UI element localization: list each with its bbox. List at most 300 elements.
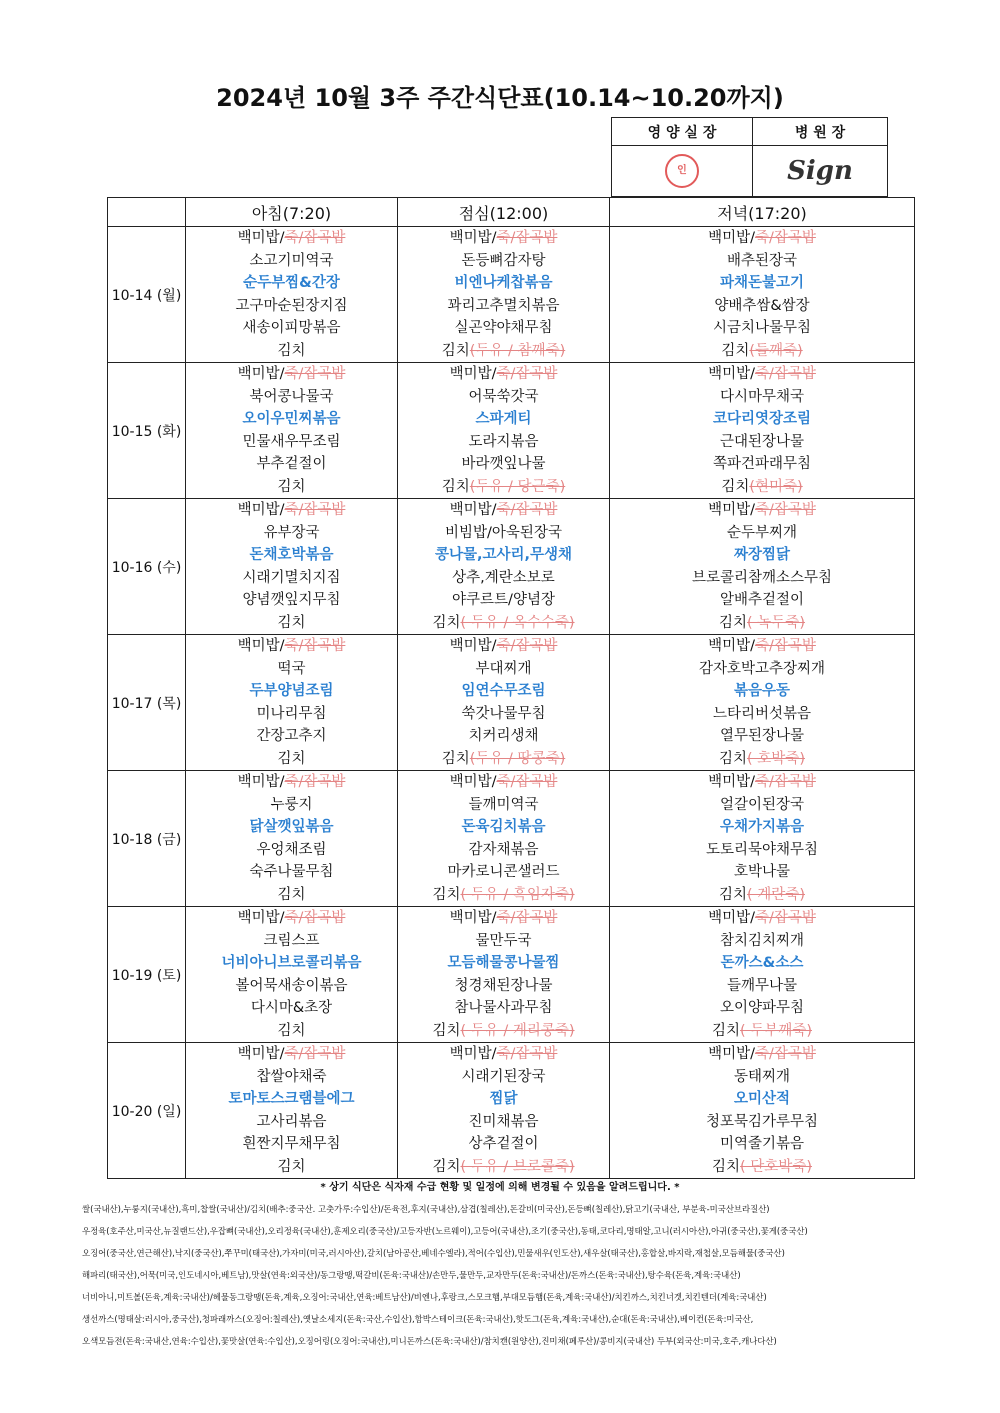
menu-item-text: 백미밥/: [449, 1046, 497, 1062]
menu-item-text: 청경채된장나물: [454, 977, 553, 994]
breakfast-cell: [186, 227, 398, 363]
dinner-cell: [610, 227, 915, 363]
menu-item-text: 꽈리고추멸치볶음: [447, 297, 560, 314]
menu-item: [610, 1088, 914, 1111]
struck-option-text: 죽/잡곡밥: [284, 774, 346, 790]
menu-item-text: 미나리무침: [256, 705, 327, 722]
struck-option-text: 죽/잡곡밥: [496, 910, 558, 926]
menu-item-text: 임연수무조림: [461, 683, 546, 699]
approval-label-dietitian: 영 양 실 장: [612, 118, 753, 146]
menu-item: [610, 567, 914, 590]
menu-item: [186, 907, 397, 930]
menu-item: [186, 453, 397, 476]
menu-item: [186, 1088, 397, 1111]
dinner-cell: [610, 907, 915, 1043]
menu-item: [610, 1111, 914, 1134]
menu-item-text: 돈까스&소스: [720, 955, 804, 971]
menu-item: [186, 839, 397, 862]
menu-item: [610, 1020, 914, 1043]
struck-option-text: 죽/잡곡밥: [754, 638, 816, 654]
header-lunch: 점심(12:00): [398, 198, 610, 227]
menu-item-text: 근대된장나물: [719, 433, 805, 450]
menu-item-text: 시래기된장국: [461, 1068, 546, 1085]
menu-item: [398, 907, 609, 930]
menu-item-text: 백미밥/: [237, 230, 285, 246]
struck-option-text: ( 녹두죽): [747, 614, 805, 631]
menu-item: [398, 635, 609, 658]
origin-line: 오징어(중국산,연근해산),낙지(중국산),쭈꾸미(태국산),가자미(미국,러시아산),갈치(남아공산,베네수엘라),적어(수입산),민물새우(인도산),새우살(태국산),홍합살,바지락,재첩살,모듬해물(중국산): [82, 1248, 785, 1258]
menu-item-text: 알배추겉절이: [719, 592, 805, 608]
menu-item: [186, 658, 397, 681]
menu-item: [610, 635, 914, 658]
dinner-cell: [610, 1043, 915, 1179]
menu-item-text: 비엔나케찹볶음: [454, 275, 553, 291]
menu-item: [610, 431, 914, 454]
breakfast-cell: [186, 771, 398, 907]
menu-item-text: 돈채호박볶음: [249, 547, 334, 563]
menu-item-text: 돈등뼈감자탕: [461, 252, 546, 269]
menu-item-text: 백미밥/: [708, 638, 755, 654]
lunch-cell: [398, 771, 610, 907]
struck-option-text: 죽/잡곡밥: [754, 1046, 816, 1062]
menu-item-text: 실곤약야채무침: [454, 320, 553, 336]
day-row: [108, 1043, 915, 1179]
struck-option-text: 죽/잡곡밥: [754, 230, 816, 246]
menu-item: [398, 1043, 609, 1066]
menu-item: [610, 612, 914, 635]
menu-item-text: 김치: [432, 1158, 461, 1175]
lunch-cell: [398, 907, 610, 1043]
menu-item: [610, 725, 914, 748]
menu-item: [398, 1133, 609, 1156]
menu-item-text: 돈육김치볶음: [461, 819, 546, 835]
menu-item: [186, 816, 397, 839]
struck-option-text: ( 두유 / 옥수수죽): [460, 614, 575, 631]
signature-icon: Sign: [787, 156, 853, 186]
menu-item: [398, 861, 609, 884]
menu-item-text: 물만두국: [475, 932, 532, 949]
seal-stamp-icon: 인: [665, 154, 699, 188]
menu-item-text: 도라지볶음: [468, 433, 539, 450]
menu-item: [398, 658, 609, 681]
menu-item: [186, 861, 397, 884]
menu-item-text: 양배추쌈&쌈장: [714, 297, 810, 314]
menu-item: [398, 1111, 609, 1134]
menu-item: [610, 952, 914, 975]
menu-item-text: 백미밥/: [708, 774, 755, 790]
dinner-cell: [610, 771, 915, 907]
menu-item-text: 오이우민찌볶음: [242, 411, 341, 427]
struck-option-text: ( 호박죽): [747, 750, 805, 767]
menu-item-text: 백미밥/: [237, 1046, 285, 1062]
menu-item: [398, 567, 609, 590]
menu-item: [610, 748, 914, 771]
menu-item-text: 모듬해물콩나물찜: [447, 955, 560, 971]
menu-item-text: 참나물사과무침: [454, 1000, 553, 1016]
breakfast-cell: [186, 1043, 398, 1179]
struck-option-text: 죽/잡곡밥: [496, 638, 558, 654]
menu-item: [186, 1156, 397, 1179]
menu-item: [398, 952, 609, 975]
menu-item-text: 마카로니콘샐러드: [447, 864, 560, 880]
menu-item-text: 호박나물: [733, 864, 791, 880]
menu-item: [186, 589, 397, 612]
menu-item-text: 간장고추지: [256, 728, 327, 744]
menu-table: [107, 197, 915, 1179]
menu-item: [186, 363, 397, 386]
menu-item: [610, 453, 914, 476]
menu-item-text: 백미밥/: [449, 502, 497, 518]
page-title: 2024년 10월 3주 주간식단표(10.14~10.20까지): [216, 84, 784, 112]
approval-stamp-cell: [612, 146, 753, 197]
menu-item-text: 찹쌀야채죽: [256, 1068, 327, 1085]
menu-item: [398, 612, 609, 635]
menu-item-text: 백미밥/: [449, 230, 497, 246]
menu-item-text: 김치: [432, 614, 461, 631]
menu-item-text: 들깨무나물: [726, 977, 798, 994]
menu-item: [186, 340, 397, 363]
menu-item-text: 상추,계란소보로: [452, 569, 555, 586]
menu-item-text: 백미밥/: [237, 638, 285, 654]
struck-option-text: 죽/잡곡밥: [284, 910, 346, 926]
menu-item-text: 부대찌개: [475, 660, 532, 677]
lunch-cell: [398, 635, 610, 771]
menu-item-text: 유부장국: [263, 524, 320, 541]
menu-item-text: 고사리볶음: [256, 1113, 327, 1130]
menu-item: [186, 250, 397, 273]
menu-item-text: 김치: [719, 886, 748, 903]
day-row: [108, 499, 915, 635]
origin-line: 오색모듬전(돈육:국내산,연육:수입산),꽃맛살(연육:수입산),오징어링(오징어:국내산),미니돈까스(돈육:국내산)/참치캔(원양산),진미채(페루산)/콩비지(국내산) 두부(외국산:미국,호주,캐나다산): [82, 1336, 777, 1346]
menu-item: [610, 295, 914, 318]
menu-item: [610, 884, 914, 907]
menu-item-text: 순두부찌개: [726, 524, 798, 541]
menu-item: [398, 522, 609, 545]
menu-item-text: 시래기멸치지짐: [242, 569, 341, 586]
origin-line: 해파리(태국산),어묵(미국,인도네시아,베트남),맛살(연육:외국산)/동그랑땡,떡갈비(돈육:국내산)/손만두,물만두,교자만두(돈육:국내산)/돈까스(돈육:국내산),탕수육(돈육,계육:국내산): [82, 1270, 741, 1280]
menu-item-text: 김치: [441, 478, 470, 495]
menu-item-text: 백미밥/: [708, 230, 755, 246]
menu-item-text: 다시마&초장: [250, 1000, 333, 1016]
day-row: [108, 635, 915, 771]
breakfast-cell: [186, 363, 398, 499]
menu-item-text: 백미밥/: [708, 366, 755, 382]
menu-item-text: 찜닭: [489, 1091, 518, 1107]
struck-option-text: 죽/잡곡밥: [754, 502, 816, 518]
menu-item-text: 백미밥/: [708, 502, 755, 518]
struck-option-text: ( 두유 / 게리콩죽): [460, 1022, 575, 1039]
menu-item-text: 닭살깻잎볶음: [249, 819, 334, 835]
menu-item-text: 어묵쑥갓국: [468, 388, 539, 405]
menu-item: [610, 703, 914, 726]
menu-item-text: 우채가지볶음: [719, 819, 805, 835]
menu-item: [186, 499, 397, 522]
menu-item: [398, 975, 609, 998]
menu-item-text: 김치: [721, 478, 750, 495]
struck-option-text: 죽/잡곡밥: [754, 366, 816, 382]
menu-item-text: 소고기미역국: [249, 252, 334, 269]
menu-item-text: 순두부찜&간장: [243, 275, 340, 291]
menu-item: [186, 272, 397, 295]
menu-item: [398, 794, 609, 817]
menu-item-text: 흰짠지무채무침: [242, 1136, 341, 1152]
day-date: 10-15 (화): [108, 363, 186, 499]
menu-item: [610, 589, 914, 612]
menu-item-text: 감자채볶음: [468, 841, 539, 858]
menu-item-text: 도토리묵야채무침: [705, 841, 819, 858]
menu-item: [186, 1111, 397, 1134]
menu-item-text: 김치: [432, 886, 461, 903]
menu-item: [186, 612, 397, 635]
menu-item-text: 백미밥/: [449, 366, 497, 382]
menu-item: [610, 499, 914, 522]
menu-item-text: 고구마순된장지짐: [235, 297, 348, 314]
menu-item-text: 우엉채조림: [256, 841, 327, 858]
struck-option-text: 죽/잡곡밥: [496, 774, 558, 790]
menu-item: [398, 703, 609, 726]
lunch-cell: [398, 499, 610, 635]
menu-item: [610, 1066, 914, 1089]
menu-item: [186, 748, 397, 771]
struck-option-text: 죽/잡곡밥: [284, 1046, 346, 1062]
menu-item-text: 새송이피망볶음: [242, 320, 341, 336]
menu-item-text: 백미밥/: [708, 910, 755, 926]
menu-item-text: 김치: [719, 750, 748, 767]
menu-item-text: 참치김치찌개: [719, 932, 805, 949]
menu-item: [398, 589, 609, 612]
menu-item-text: 바라깻잎나물: [461, 456, 546, 472]
approval-signature-cell: [753, 146, 888, 197]
menu-item-text: 비빔밥/아욱된장국: [445, 524, 562, 541]
menu-item: [186, 997, 397, 1020]
origin-line: 너비아니,미트볼(돈육,계육:국내산)/헤물동그랑땡(돈육,계육,오징어:국내산,연육:베트남산)/비엔나,후랑크,스모크햄,부대모듬햄(돈육,계육:국내산)/치킨까스,치킨너겟,치킨텐더(계육:국내산): [82, 1292, 767, 1302]
menu-item: [610, 1156, 914, 1179]
menu-item-text: 김치: [277, 886, 306, 903]
menu-item: [186, 1066, 397, 1089]
menu-item: [186, 952, 397, 975]
menu-item: [398, 431, 609, 454]
menu-item-text: 파채돈불고기: [719, 275, 805, 291]
origin-info: [82, 1198, 912, 1352]
menu-item-text: 청포묵김가루무침: [705, 1113, 819, 1130]
menu-item-text: 느타리버섯볶음: [712, 705, 812, 722]
menu-item: [186, 408, 397, 431]
menu-header-row: [108, 198, 915, 227]
menu-item-text: 두부양념조림: [249, 683, 334, 699]
menu-item: [398, 453, 609, 476]
struck-option-text: ( 두부깨죽): [740, 1022, 812, 1039]
menu-item: [186, 567, 397, 590]
menu-item: [398, 997, 609, 1020]
struck-option-text: 죽/잡곡밥: [496, 366, 558, 382]
menu-item: [610, 907, 914, 930]
menu-item-text: 백미밥/: [237, 502, 285, 518]
menu-item-text: 백미밥/: [708, 1046, 755, 1062]
menu-item-text: 얼갈이된장국: [719, 796, 805, 813]
menu-item-text: 오미산적: [733, 1091, 791, 1107]
menu-item: [610, 340, 914, 363]
menu-item-text: 코다리엿장조림: [712, 411, 812, 427]
menu-item: [186, 703, 397, 726]
menu-item-text: 상추겉절이: [468, 1136, 539, 1152]
menu-item: [398, 499, 609, 522]
menu-item: [398, 250, 609, 273]
breakfast-cell: [186, 499, 398, 635]
menu-item: [610, 839, 914, 862]
menu-item: [398, 771, 609, 794]
menu-item-text: 볶음우동: [733, 683, 791, 699]
menu-item-text: 민물새우무조림: [242, 433, 341, 450]
menu-item-text: 쑥갓나물무침: [461, 705, 546, 722]
menu-item: [610, 522, 914, 545]
menu-item: [610, 408, 914, 431]
origin-line: 생선까스(명태살:러시아,중국산),청파래까스(오징어:칠레산),옛날소세지(돈육:국산,수입산),함박스테이크(돈육:국내산),핫도그(돈육,계육:국내산),순대(돈육:국내산),베이컨(돈육:미국산,: [82, 1314, 754, 1324]
dinner-cell: [610, 363, 915, 499]
menu-item: [186, 386, 397, 409]
menu-item-text: 시금치나물무침: [712, 320, 812, 336]
menu-item: [398, 408, 609, 431]
menu-item: [186, 1133, 397, 1156]
struck-option-text: 죽/잡곡밥: [284, 366, 346, 382]
menu-item: [610, 317, 914, 340]
breakfast-cell: [186, 907, 398, 1043]
menu-item: [186, 476, 397, 499]
menu-item: [398, 227, 609, 250]
menu-item: [398, 839, 609, 862]
struck-option-text: 죽/잡곡밥: [496, 502, 558, 518]
menu-item-text: 토마토스크램블에그: [228, 1091, 355, 1107]
struck-option-text: 죽/잡곡밥: [496, 1046, 558, 1062]
menu-item-text: 김치: [719, 614, 748, 631]
menu-item-text: 김치: [277, 750, 306, 767]
struck-option-text: ( 두유 / 브로콜죽): [460, 1158, 575, 1175]
menu-item-text: 오이양파무침: [719, 1000, 805, 1016]
approval-box: [611, 117, 888, 197]
menu-item: [398, 1156, 609, 1179]
menu-item: [610, 861, 914, 884]
struck-option-text: 죽/잡곡밥: [284, 638, 346, 654]
menu-item-text: 스파게티: [475, 411, 532, 427]
menu-item: [186, 1020, 397, 1043]
menu-item-text: 백미밥/: [449, 638, 497, 654]
menu-item: [610, 658, 914, 681]
struck-option-text: (두유 / 참깨죽): [469, 342, 566, 359]
menu-item-text: 부추겉절이: [256, 456, 327, 472]
day-date: 10-19 (토): [108, 907, 186, 1043]
menu-item-text: 동태찌개: [733, 1068, 791, 1085]
approval-label-director: 병 원 장: [753, 118, 888, 146]
menu-item: [186, 884, 397, 907]
notice-text: * 상기 식단은 식자재 수급 현황 및 일정에 의해 변경될 수 있음을 알려드립니다. *: [320, 1182, 680, 1193]
day-date: 10-20 (일): [108, 1043, 186, 1179]
day-row: [108, 227, 915, 363]
header-breakfast: 아침(7:20): [186, 198, 398, 227]
menu-item-text: 김치: [712, 1158, 741, 1175]
menu-item: [186, 771, 397, 794]
menu-item-text: 열무된장나물: [719, 728, 805, 744]
struck-option-text: (현미죽): [749, 478, 803, 495]
menu-item: [186, 227, 397, 250]
menu-item: [610, 363, 914, 386]
menu-item: [398, 884, 609, 907]
origin-line: 쌀(국내산),누룽지(국내산),흑미,찹쌀(국내산)/김치(배추:중국산. 고춧가루:수입산)/돈육전,후지(국내산),삼겹(칠레산),돈갈비(미국산),돈등뼈(칠레산),닭고기(국내산, 부분육-미국산브라질산): [82, 1204, 770, 1214]
menu-item-text: 미역줄기볶음: [719, 1136, 805, 1152]
menu-item-text: 김치: [721, 342, 750, 359]
menu-item: [398, 1088, 609, 1111]
menu-item-text: 백미밥/: [237, 910, 285, 926]
lunch-cell: [398, 363, 610, 499]
menu-item: [398, 476, 609, 499]
day-date: 10-18 (금): [108, 771, 186, 907]
menu-item-text: 백미밥/: [237, 366, 285, 382]
menu-item-text: 김치: [712, 1022, 741, 1039]
menu-item: [398, 272, 609, 295]
menu-item: [186, 1043, 397, 1066]
menu-item-text: 김치: [277, 1022, 306, 1039]
menu-item: [610, 544, 914, 567]
menu-item-text: 김치: [441, 750, 470, 767]
struck-option-text: (두유 / 당근죽): [469, 478, 566, 495]
menu-item-text: 김치: [277, 614, 306, 631]
dinner-cell: [610, 635, 915, 771]
struck-option-text: ( 계란죽): [747, 886, 805, 903]
menu-item-text: 백미밥/: [449, 910, 497, 926]
menu-item: [186, 975, 397, 998]
dinner-cell: [610, 499, 915, 635]
menu-item-text: 쪽파건파래무침: [712, 456, 812, 472]
menu-item: [610, 227, 914, 250]
menu-item: [186, 930, 397, 953]
menu-item: [398, 386, 609, 409]
menu-item-text: 백미밥/: [237, 774, 285, 790]
struck-option-text: 죽/잡곡밥: [754, 910, 816, 926]
menu-item: [610, 794, 914, 817]
menu-item-text: 김치: [432, 1022, 461, 1039]
menu-item: [186, 295, 397, 318]
menu-item: [610, 272, 914, 295]
menu-item: [398, 544, 609, 567]
menu-item: [186, 725, 397, 748]
menu-item-text: 떡국: [277, 660, 306, 677]
day-row: [108, 363, 915, 499]
menu-item: [186, 317, 397, 340]
menu-item: [610, 1043, 914, 1066]
menu-item-text: 짜장찜닭: [733, 547, 791, 563]
menu-item-text: 백미밥/: [449, 774, 497, 790]
menu-item: [610, 816, 914, 839]
menu-item-text: 볼어묵새송이볶음: [235, 977, 348, 994]
menu-item-text: 치커리생채: [468, 728, 539, 744]
menu-item: [186, 680, 397, 703]
menu-item: [610, 975, 914, 998]
day-date: 10-17 (목): [108, 635, 186, 771]
menu-item: [398, 816, 609, 839]
day-date: 10-16 (수): [108, 499, 186, 635]
menu-item: [398, 1020, 609, 1043]
menu-item-text: 김치: [441, 342, 470, 359]
struck-option-text: 죽/잡곡밥: [284, 502, 346, 518]
menu-item-text: 크림스프: [263, 932, 320, 949]
menu-item-text: 브로콜리참깨소스무침: [691, 569, 833, 586]
header-dinner: 저녁(17:20): [610, 198, 915, 227]
menu-item: [186, 522, 397, 545]
struck-option-text: (들깨죽): [749, 342, 803, 359]
header-date: [108, 198, 186, 227]
menu-item-text: 배추된장국: [726, 252, 798, 269]
day-date: 10-14 (월): [108, 227, 186, 363]
struck-option-text: 죽/잡곡밥: [284, 230, 346, 246]
menu-item: [398, 295, 609, 318]
